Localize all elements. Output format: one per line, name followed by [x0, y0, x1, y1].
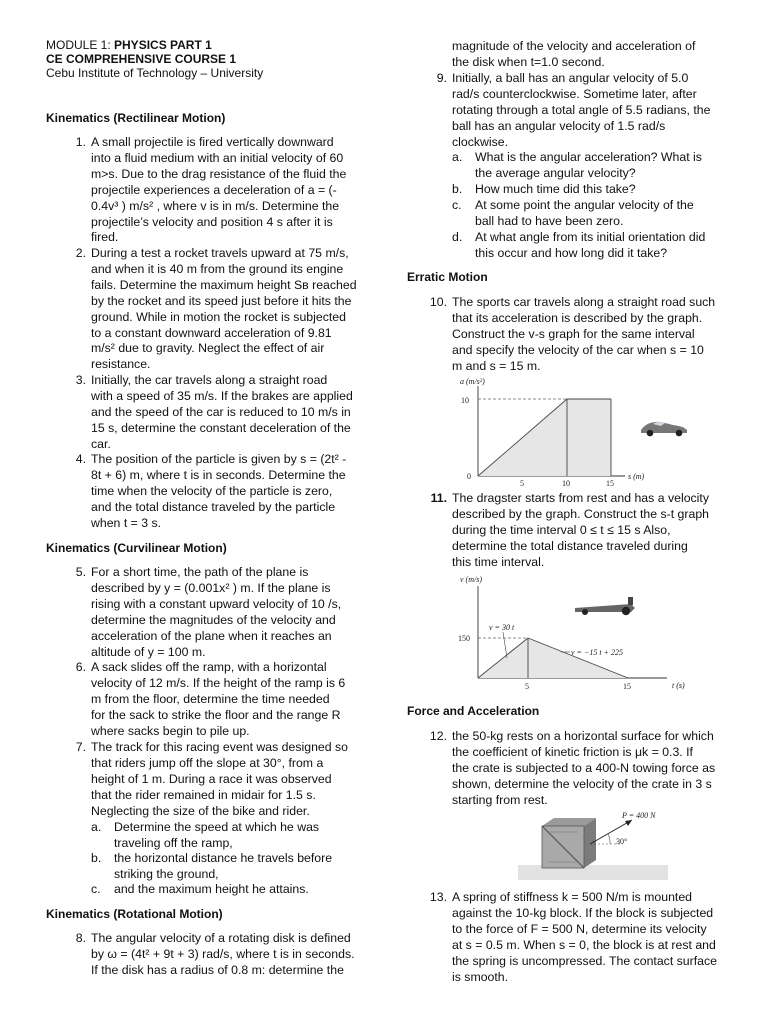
crate-force-label: P = 400 N: [622, 811, 656, 820]
crate-side: [584, 818, 596, 868]
crate-angle-label: 30°: [616, 837, 628, 846]
module-name: PHYSICS PART 1: [114, 38, 212, 52]
crate-floor: [518, 865, 668, 880]
problem-11-text: The dragster starts from rest and has a velocity described by the graph. Construct the s-t graph during the time interval 0 ≤ t ≤ 15 s Also, determine the total distance traveled during this time interval.: [452, 491, 710, 569]
a-graph-ylabel: a (m/s²): [460, 377, 485, 386]
problem-3-text: Initially, the car travels along a straight road with a speed of 35 m/s. If the brakes are applied and the speed of the car is reduced to 10 m/s in 15 s, determine the constant deceleration of the car.: [91, 373, 353, 451]
module-title: [46, 38, 212, 52]
a-graph-xtick-5: 5: [520, 479, 524, 488]
a-graph-xlabel: s (m): [628, 472, 645, 481]
v-graph-xlabel: t (s): [672, 681, 685, 690]
module-prefix: MODULE 1:: [46, 38, 115, 52]
problem-12-text: the 50-kg rests on a horizontal surface for which the coefficient of kinetic friction is μk = 0.3. If the crate is subjected to a 400-N towing force as shown, determine the velocity of the crate in 3 s starting from rest.: [452, 729, 716, 807]
a-graph-ytick-10: 10: [461, 396, 469, 405]
problem-5-text: For a short time, the path of the plane is described by y = (0.001x² ) m. If the plane is rising with a constant upward velocity of 10 /s, determine the magnitudes of the velocity and acceleration of the plane when it reaches an altitude of y = 100 m.: [91, 565, 342, 659]
sports-car-icon: [641, 422, 687, 437]
a-graph-origin: 0: [467, 472, 471, 481]
dragster-icon: [575, 597, 635, 615]
crate-figure: [518, 810, 668, 880]
a-graph-fill-const: [567, 399, 611, 476]
velocity-graph: [445, 572, 700, 694]
v-graph-ytick-150: 150: [458, 634, 470, 643]
a-graph-xtick-15: 15: [606, 479, 614, 488]
section-rectilinear: Kinematics (Rectilinear Motion): [46, 111, 226, 125]
acceleration-graph: [445, 372, 700, 490]
problem-9-text: Initially, a ball has an angular velocity of 5.0 rad/s counterclockwise. Sometime later, after rotating through a total angle of 5.5 radians, the ball has an angular velocity of 1.5 rad/s clockwise.: [452, 71, 711, 149]
v-graph-label-down: v = −15 t + 225: [571, 648, 623, 657]
course-title: CE COMPREHENSIVE COURSE 1: [46, 52, 237, 66]
v-graph-label-up: v = 30 t: [489, 623, 515, 632]
problem-2-text: During a test a rocket travels upward at 75 m/s, and when it is 40 m from the ground its engine fails. Determine the maximum height Sʙ reached by the rocket and its speed just before it hits the ground. While in motion the rocket is subjected to a constant downward acceleration of 9.81 m/s² due to gravity. Neglect the effect of air resistance.: [91, 246, 357, 372]
v-graph-fill: [478, 638, 628, 678]
section-curvilinear: Kinematics (Curvilinear Motion): [46, 541, 227, 555]
problem-10-text: The sports car travels along a straight road such that its acceleration is described by the graph. Construct the v-s graph for the same interval and specify the velocity of the car when s = 10 m and s = 15 m.: [452, 295, 716, 373]
problem-1-text: A small projectile is fired vertically downward into a fluid medium with an initial velocity of 60 m>s. Due to the drag resistance of the fluid the projectile experiences a deceleration of a = (- 0.4v³ ) m/s² , where v is in m/s. Determine the projectile’s velocity and position 4 s after it is fired.: [91, 135, 347, 245]
section-force: Force and Acceleration: [407, 704, 540, 718]
v-graph-leader-up: [503, 632, 507, 658]
v-graph-ylabel: v (m/s): [460, 575, 482, 584]
problem-4-text: The position of the particle is given by s = (2t² - 8t + 6) m, where t is in seconds. Determine the time when the velocity of the particle is zero, and the total distance traveled by the particle when t = 3 s.: [91, 452, 347, 530]
problem-7-text: The track for this racing event was designed so that riders jump off the slope at 30°, from a height of 1 m. During a race it was observed that the rider remained in midair for 1.5 s. Neglecting the size of the bike and rider.: [91, 740, 348, 818]
v-graph-xtick-5: 5: [525, 682, 529, 691]
institute-name: Cebu Institute of Technology – University: [46, 66, 264, 80]
problem-8-text: The angular velocity of a rotating disk is defined by ω = (4t² + 9t + 3) rad/s, where t is in seconds. If the disk has a radius of 0.8 m: determine the: [91, 931, 355, 977]
v-graph-xtick-15: 15: [623, 682, 631, 691]
section-rotational: Kinematics (Rotational Motion): [46, 907, 223, 921]
problem-6-text: A sack slides off the ramp, with a horizontal velocity of 12 m/s. If the height of the ramp is 6 m from the floor, determine the time needed for the sack to strike the floor and the range R where sacks begin to pile up.: [91, 660, 346, 738]
a-graph-xtick-10: 10: [562, 479, 570, 488]
section-erratic: Erratic Motion: [407, 270, 488, 284]
problem-13-text: A spring of stiffness k = 500 N/m is mounted against the 10-kg block. If the block is subjected to the force of F = 500 N, determine its velocity at s = 0.5 m. When s = 0, the block is at rest and the spring is uncompressed. The contact surface is smooth.: [452, 890, 717, 984]
